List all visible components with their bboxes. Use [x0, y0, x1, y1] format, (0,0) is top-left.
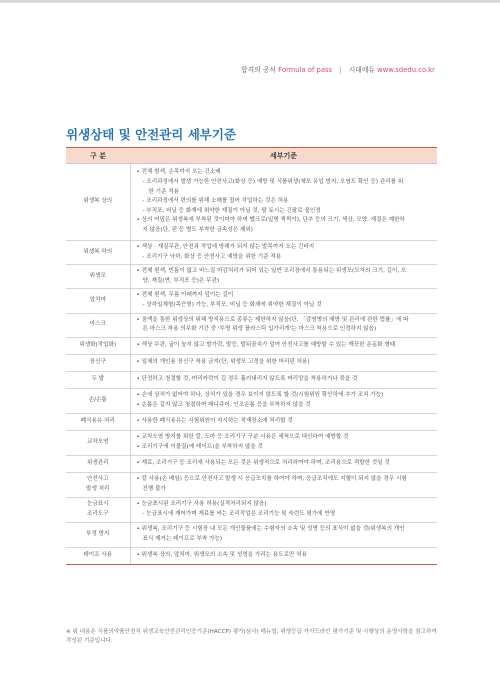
- criteria-line: • 침액을 통한 위생상의 위해 방지용으로 종류는 제한하지 않음(단, 「감염병의 예방 및 관리에 관한 법률」에 따: [136, 316, 409, 323]
- category-label: 두 발: [91, 375, 105, 382]
- table-row: [66, 265, 437, 289]
- table-body: [66, 164, 437, 565]
- category-cell: [66, 337, 130, 354]
- criteria-line: • 일체의 개인용 장신구 착용 금지(단, 위생모 고정을 위한 머리핀 허용): [136, 358, 310, 365]
- table-row: [66, 164, 437, 241]
- criteria-line: • 손에 상처가 없어야 하나, 상처가 있을 경우 보이지 않도록 할 것(시험위원 확인하에 추가 조치 가능): [136, 392, 384, 399]
- category-label: 앞치마: [89, 297, 106, 304]
- category-label: 위생복 하의: [83, 248, 113, 255]
- criteria-line: • 전체 흰색, 빈틈이 없고 바느질 마감처리가 되어 있는 일반 조리장에서 통용되는 위생모(모자의 크기, 길이, 모: [136, 268, 407, 275]
- criteria-cell: [130, 430, 437, 455]
- category-label: 테이프 사용: [83, 551, 113, 558]
- table-row: [66, 430, 437, 455]
- criteria-cell: [130, 265, 437, 289]
- criteria-line: • 눈금표시된 조리기구 사용 허용(실격처리되지 않음): [136, 501, 267, 508]
- category-label: 위생모: [89, 272, 106, 279]
- criteria-line: - 눈금표시에 재어가며 재료를 써는 조리작업은 조리기능 및 숙련도 평가에 반영: [142, 510, 336, 517]
- category-label: 위생복 상의: [83, 198, 113, 205]
- category-label: 조리도구: [86, 510, 109, 517]
- category-cell: [66, 547, 130, 564]
- criteria-cell: [130, 472, 437, 497]
- table-row: [66, 388, 437, 413]
- criteria-line: 한 기준 적용: [148, 188, 180, 195]
- criteria-line: 진행 불가: [142, 485, 166, 492]
- category-cell: [66, 241, 130, 265]
- category-label: 교차오염: [86, 438, 109, 445]
- category-cell: [66, 472, 130, 497]
- category-label: 폐식용유 처리: [80, 417, 115, 424]
- criteria-line: - 부직포, 비닐 등 화재에 취약한 재질이 아닐 것, 팔 토시는 긴팔로 불인정: [142, 207, 321, 214]
- criteria-line: - 조리과정에서 편의를 위해 소매를 접어 작업하는 것은 허용: [142, 198, 289, 205]
- category-label: 위생관리: [86, 459, 109, 466]
- criteria-line: • 색상 무관, 굽이 높지 않고 발가락, 발등, 발뒤꿈치가 덮여 안전사고를 예방할 수 있는 깨끗한 운동화 형태: [136, 341, 396, 348]
- category-label: 눈금표시: [86, 501, 109, 508]
- criteria-cell: [130, 413, 437, 430]
- criteria-line: • 손톱은 길지 않고 청결하며 매니큐어, 인조손톱 등을 부착하지 않을 것: [136, 401, 311, 408]
- category-cell: [66, 522, 130, 547]
- criteria-line: • 조리기구에 이물질(예 테이프)을 부착하지 않을 것: [136, 443, 263, 450]
- publisher-site-link[interactable]: www.sdedu.co.kr: [377, 66, 435, 74]
- hygiene-criteria-table: [66, 147, 437, 565]
- criteria-line: 지 않음(단, 핀 등 별도 부착한 금속성은 제외): [142, 226, 253, 233]
- brand-ko: 합격의 공식: [241, 66, 276, 74]
- criteria-line: - 상하일체형(목끈형) 가능, 부직포, 비닐 등 화재에 취약한 재질이 아닐 것: [142, 301, 322, 308]
- criteria-line: 양, 재질(면, 부직포 등)은 무관): [142, 277, 220, 284]
- category-cell: [66, 455, 130, 472]
- criteria-line: - 조리기구 낙하, 화상 등 안전사고 예방을 위한 기준 적용: [142, 253, 282, 260]
- category-cell: [66, 371, 130, 388]
- criteria-line: • 교차오염 방지를 위한 칼, 도마 등 조리기구 구분 사용은 세척으로 대신하여 예방할 것: [136, 434, 349, 441]
- category-label: 안전사고: [86, 476, 109, 483]
- page-header: [241, 64, 441, 74]
- table-row: [66, 313, 437, 337]
- criteria-cell: [130, 371, 437, 388]
- category-label: 위생화(작업화): [79, 341, 117, 348]
- column-header-category: 구 분: [66, 148, 130, 164]
- table-row: [66, 547, 437, 564]
- category-label: 손/손톱: [88, 396, 107, 403]
- criteria-line: • 칼 사용(손 베임) 등으로 안전사고 발생 시 응급조치를 하여야 하며, 응급조치에도 지혈이 되지 않을 경우 시험: [136, 476, 407, 483]
- criteria-line: • 색상 · 재질무관, 안전과 작업에 방해가 되지 않는 발목까지 오는 긴바지: [136, 244, 315, 250]
- table-row: [66, 241, 437, 265]
- criteria-cell: [130, 388, 437, 413]
- category-cell: [66, 497, 130, 522]
- criteria-line: • 사용한 폐식용유는 시험위원이 지시하는 적재장소에 처리할 것: [136, 417, 293, 424]
- criteria-cell: [130, 547, 437, 564]
- category-cell: [66, 289, 130, 313]
- category-label: 부정 방지: [86, 530, 110, 537]
- criteria-line: 표식 제거는 테이프로 부착 가능): [142, 535, 223, 542]
- criteria-line: • 전체 흰색, 손목까지 오는 긴소매: [136, 169, 221, 176]
- criteria-cell: [130, 164, 437, 241]
- criteria-line: • 위생복, 조리기구 등 시험장 내 모든 개인물품에는 수험자의 소속 및 성명 등의 표식이 없을 것(위생복의 개인: [136, 526, 405, 533]
- table-row: [66, 371, 437, 388]
- header-separator: |: [339, 66, 342, 74]
- category-cell: [66, 313, 130, 337]
- category-cell: [66, 413, 130, 430]
- criteria-line: • 상의 여밈은 위생복에 부착된 것이어야 하며 벨크로(일명 찍찍이), 단추 등의 크기, 색상, 모양, 재질은 제한하: [136, 217, 405, 224]
- table-row: [66, 522, 437, 547]
- criteria-cell: [130, 313, 437, 337]
- criteria-cell: [130, 289, 437, 313]
- category-cell: [66, 430, 130, 455]
- category-label: 발생 처리: [86, 485, 110, 492]
- criteria-line: • 단정하고 청결할 것, 머리카락이 길 경우 흘러내리지 않도록 머리망을 착용하거나 묶을 것: [136, 375, 358, 382]
- column-header-criteria: 세부기준: [130, 148, 437, 164]
- criteria-cell: [130, 337, 437, 354]
- category-label: 장신구: [89, 358, 106, 365]
- section-title: 위생상태 및 안전관리 세부기준: [66, 127, 237, 142]
- table-row: [66, 413, 437, 430]
- category-cell: [66, 164, 130, 241]
- category-cell: [66, 354, 130, 371]
- category-cell: [66, 388, 130, 413]
- brand-en: Formula of pass: [278, 66, 333, 74]
- criteria-line: • 위생복 상의, 앞치마, 위생모의 소속 및 성명을 가리는 용도로만 허용: [136, 551, 308, 558]
- criteria-line: • 전체 흰색, 무릎 아래까지 덮이는 길이: [136, 292, 234, 299]
- table-row: [66, 497, 437, 522]
- footnote: ※ 위 내용은 식품의약품안전처 위생교육안전관리인증기준(HACCP) 평가(심사) 매뉴얼, 위생등급 가이드라인 평가기준 및 시행상의 운영사항을 참고하여 작성된 기준입니다.: [66, 629, 437, 645]
- criteria-cell: [130, 522, 437, 547]
- table-row: [66, 472, 437, 497]
- category-label: 마스크: [89, 321, 106, 328]
- criteria-cell: [130, 354, 437, 371]
- table-header-row: [66, 148, 437, 164]
- table-row: [66, 289, 437, 313]
- criteria-line: 른 마스크 착용 의무화 기간 중 '투명 위생 플라스틱 입가리개'는 마스크 착용으로 인정하지 않음): [142, 326, 377, 333]
- criteria-line: • 재료, 조리기구 등 조리에 사용되는 모든 것은 위생적으로 처리하여야 하며, 조리용으로 적합한 것일 것: [136, 459, 390, 466]
- criteria-cell: [130, 241, 437, 265]
- criteria-cell: [130, 497, 437, 522]
- category-cell: [66, 265, 130, 289]
- table-row: [66, 455, 437, 472]
- table-row: [66, 337, 437, 354]
- top-divider: [0, 0, 500, 3]
- table-row: [66, 354, 437, 371]
- publisher-name: 시대에듀: [348, 66, 375, 74]
- criteria-line: - 조리과정에서 발생 가능한 안전사고(화상 등) 예방 및 식품위생(체모 유입 방지, 오염도 확인 등) 관리를 위: [142, 179, 404, 186]
- criteria-cell: [130, 455, 437, 472]
